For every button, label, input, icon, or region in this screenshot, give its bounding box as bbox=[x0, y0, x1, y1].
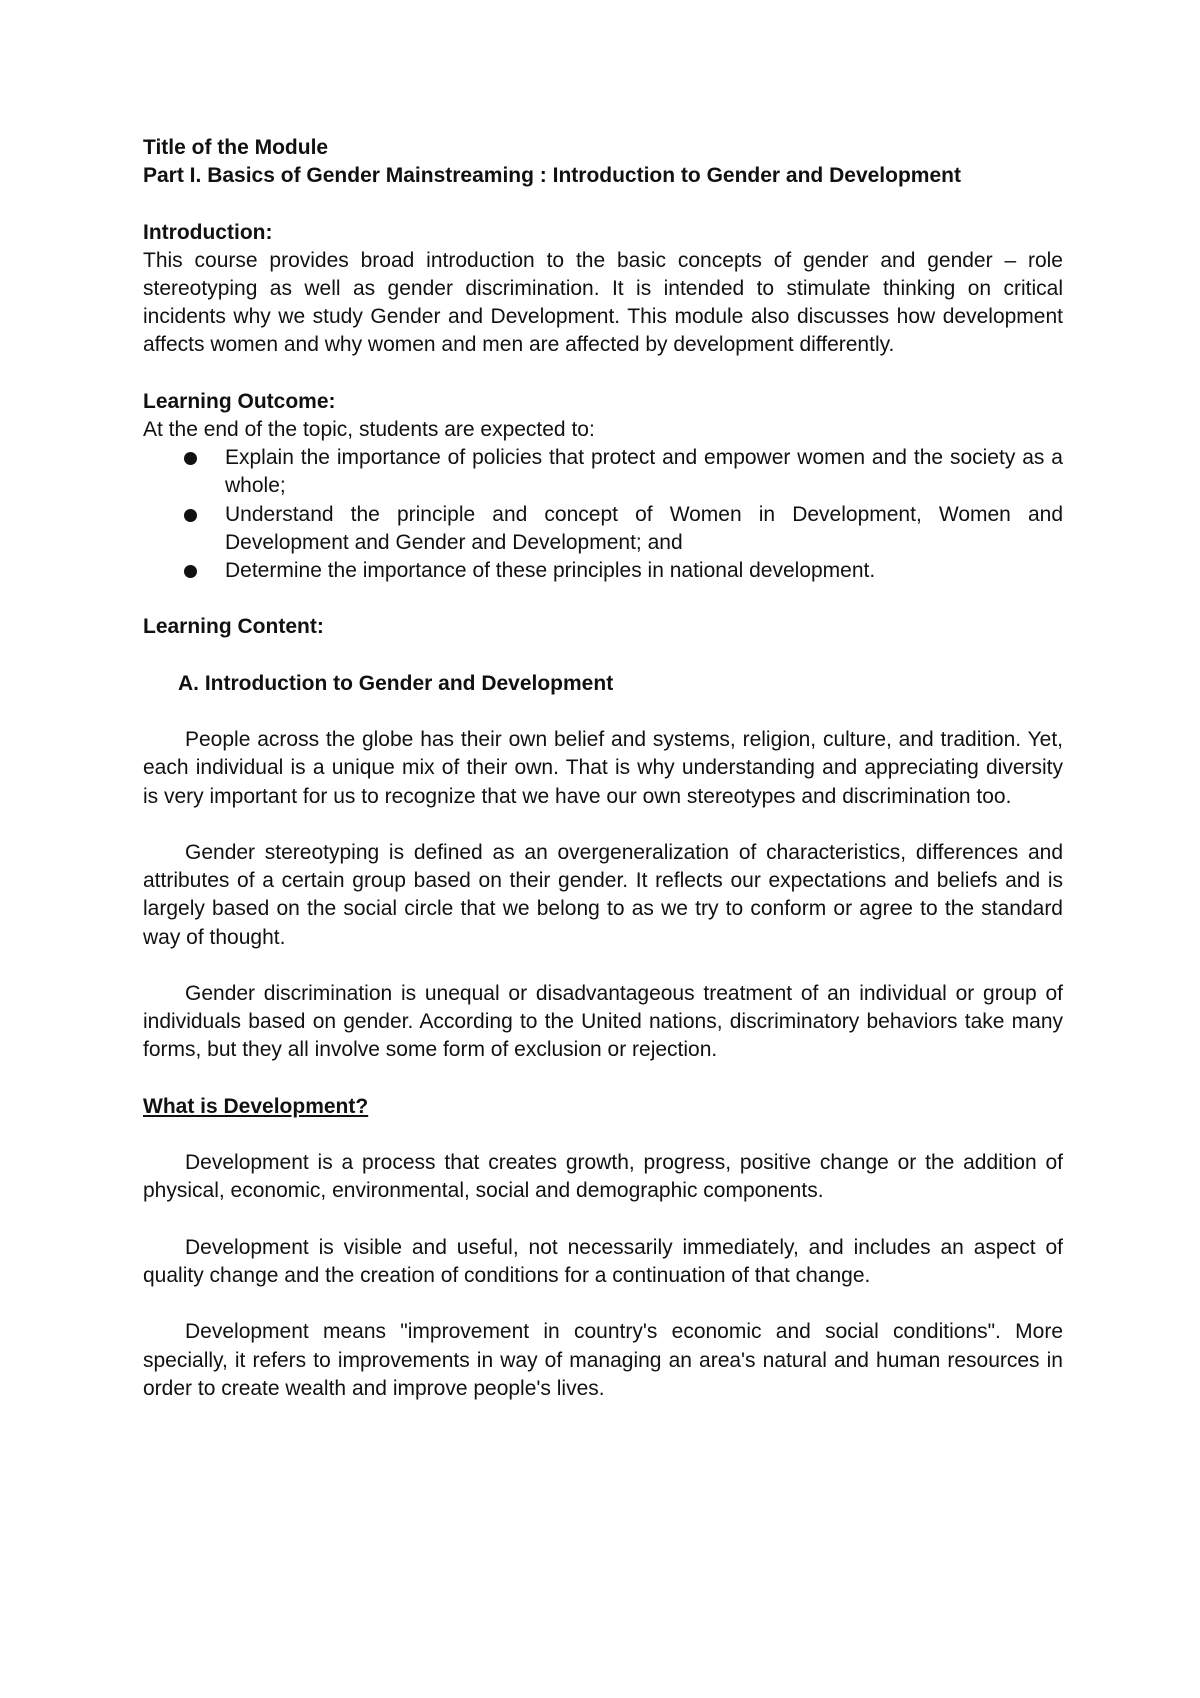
bullet-icon bbox=[184, 509, 197, 522]
spacer bbox=[143, 190, 1063, 218]
spacer bbox=[143, 952, 1063, 980]
paragraph-diversity: People across the globe has their own belief and systems, religion, culture, and tradition. Yet, each individual is a unique mix of their own. That is why understanding and appreciating diversity is very important for us to recognize that we have our own stereotypes and discrimination too. bbox=[143, 728, 1063, 808]
spacer bbox=[143, 1065, 1063, 1093]
learning-content-heading: Learning Content: bbox=[143, 615, 324, 639]
spacer bbox=[143, 698, 1063, 726]
spacer bbox=[143, 1206, 1063, 1234]
paragraph-development-means: Development means "improvement in country's economic and social conditions". More specially, it refers to improvements in way of managing an area's natural and human resources in order to create wealth and improve people's lives. bbox=[143, 1320, 1063, 1400]
paragraph-gender-stereotyping: Gender stereotyping is defined as an overgeneralization of characteristics, differences and attributes of a certain group based on their gender. It reflects our expectations and beliefs and is largely based on the social circle that we belong to as we try to conform or agree to the standard way of thought. bbox=[143, 840, 1063, 949]
list-item-text: Understand the principle and concept of Women in Development, Women and Development and Gender and Development; and bbox=[225, 502, 1063, 554]
bullet-icon bbox=[184, 565, 197, 578]
learning-outcome-lead: At the end of the topic, students are expected to: bbox=[143, 418, 595, 441]
spacer bbox=[143, 1121, 1063, 1149]
bullet-icon bbox=[184, 452, 197, 465]
learning-outcome-heading: Learning Outcome: bbox=[143, 389, 336, 413]
document-page bbox=[143, 134, 1063, 1403]
section-a-title: A. Introduction to Gender and Development bbox=[178, 671, 614, 695]
spacer bbox=[143, 360, 1063, 388]
module-title-line: Title of the Module bbox=[143, 136, 329, 159]
spacer bbox=[143, 1290, 1063, 1318]
list-item bbox=[143, 501, 1063, 557]
spacer bbox=[143, 811, 1063, 839]
learning-outcome-list bbox=[143, 444, 1063, 585]
list-item-text: Explain the importance of policies that protect and empower women and the society as a whole; bbox=[225, 446, 1063, 498]
development-heading: What is Development? bbox=[143, 1094, 369, 1118]
list-item-text: Determine the importance of these principles in national development. bbox=[225, 559, 876, 583]
list-item bbox=[143, 557, 1063, 585]
paragraph-gender-discrimination: Gender discrimination is unequal or disadvantageous treatment of an individual or group of individuals based on gender. According to the United nations, discriminatory behaviors take many forms, but they all involve some form of exclusion or rejection. bbox=[143, 981, 1063, 1062]
paragraph-development-visible: Development is visible and useful, not necessarily immediately, and includes an aspect of quality change and the creation of conditions for a continuation of that change. bbox=[143, 1235, 1063, 1287]
introduction-heading: Introduction: bbox=[143, 220, 273, 244]
spacer bbox=[143, 642, 1063, 670]
list-item bbox=[143, 444, 1063, 500]
spacer bbox=[143, 585, 1063, 613]
part-title: Part I. Basics of Gender Mainstreaming : Introduction to Gender and Development bbox=[143, 164, 961, 188]
paragraph-development-process: Development is a process that creates growth, progress, positive change or the addition of physical, economic, environmental, social and demographic components. bbox=[143, 1151, 1063, 1203]
introduction-body: This course provides broad introduction to the basic concepts of gender and gender – role stereotyping as well as gender discrimination. It is intended to stimulate thinking on critical incidents why we study Gender and Development. This module also discusses how development affects women and why women and men are affected by development differently. bbox=[143, 248, 1063, 357]
